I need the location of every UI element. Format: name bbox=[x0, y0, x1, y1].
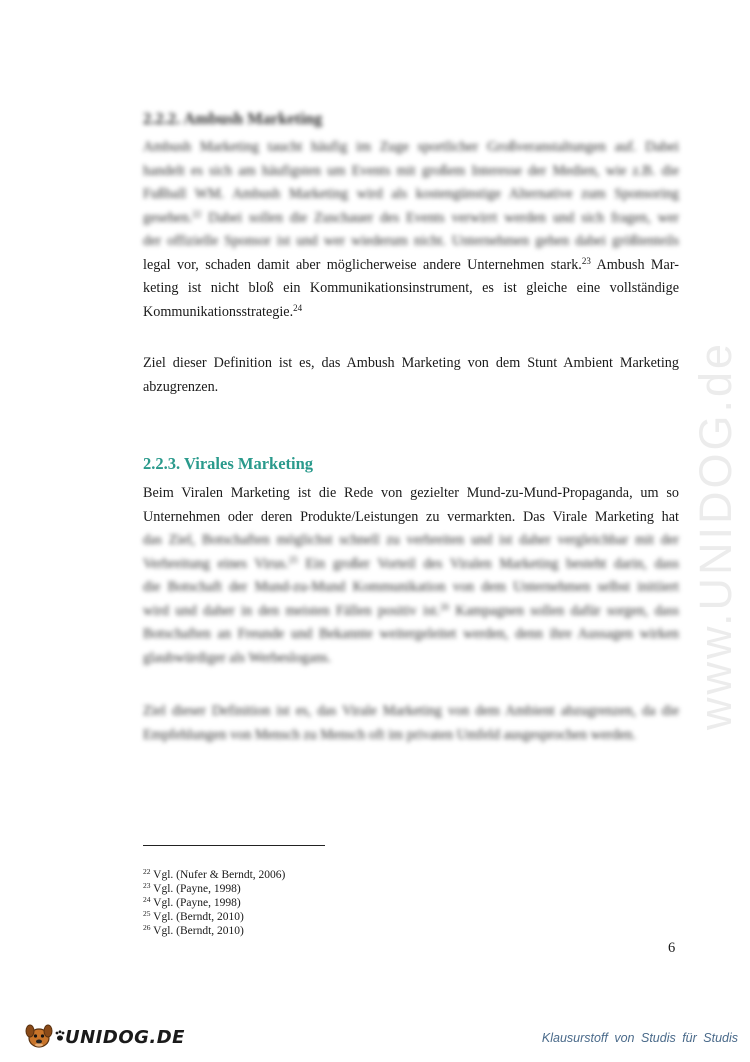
watermark: www.UNIDOG.de bbox=[690, 340, 741, 730]
text-fragment: gesehen. bbox=[143, 209, 193, 226]
text-line: Unternehmen oder deren Produkte/Leistungen zu vermarkten. Das Virale Marketing hat bbox=[143, 508, 679, 525]
text-line bbox=[143, 301, 679, 325]
text-line bbox=[143, 600, 679, 624]
footnote bbox=[143, 896, 285, 910]
text-line: Ziel dieser Definition ist es, das Virale Marketing von dem Ambient abzugrenzen, da die bbox=[143, 703, 679, 719]
text-line bbox=[143, 254, 679, 278]
text-line: abzugrenzen. bbox=[143, 378, 219, 395]
footnote-separator bbox=[143, 845, 325, 846]
footnote-number: 22 bbox=[143, 867, 151, 876]
footnote-ref: 26 bbox=[439, 601, 449, 612]
section-heading-ambush-marketing: 2.2.2. Ambush Marketing bbox=[143, 109, 323, 128]
footnote-text: Vgl. (Berndt, 2010) bbox=[150, 925, 244, 937]
text-line: handelt es sich am häufigsten um Events mit großem Interesse der Medien, wie z.B. die bbox=[143, 162, 679, 179]
text-fragment: Kommunikationsstrategie. bbox=[143, 303, 294, 320]
footnote-number: 25 bbox=[143, 909, 151, 918]
text-line: der offizielle Sponsor ist und wer wiederum nicht. Unternehmen gehen dabei größtenteils bbox=[143, 233, 679, 249]
text-line: Botschaften an Freunde und Bekannte weitergeleitet werden, denn ihre Aussagen wirken bbox=[143, 626, 679, 642]
footnote bbox=[143, 924, 285, 938]
unidog-logo[interactable] bbox=[24, 1020, 185, 1055]
text-fragment: Kampagnen sollen dafür sorgen, dass bbox=[448, 602, 680, 619]
footnote-ref: 25 bbox=[288, 554, 298, 565]
text-fragment: wird und daher in den meisten Fällen positiv ist. bbox=[143, 602, 440, 619]
text-fragment: Ambush Mar- bbox=[590, 256, 679, 273]
text-fragment: Verbreitung eines Virus. bbox=[143, 555, 289, 572]
text-line: Ziel dieser Definition ist es, das Ambush Marketing von dem Stunt Ambient Marketing bbox=[143, 355, 679, 371]
text-line: glaubwürdiger als Werbeslogans. bbox=[143, 649, 332, 666]
footnotes bbox=[143, 868, 285, 938]
section-body-ambush-marketing bbox=[143, 136, 679, 324]
footnote-ref: 23 bbox=[581, 255, 591, 266]
footnote bbox=[143, 910, 285, 924]
footnote-text: Vgl. (Berndt, 2010) bbox=[150, 911, 244, 923]
text-line bbox=[143, 553, 679, 577]
text-line: die Botschaft der Mund-zu-Mund Kommunikation von dem Unternehmen selbst initiiert bbox=[143, 579, 679, 595]
footnote-number: 26 bbox=[143, 923, 151, 932]
footnote-ref: 22 bbox=[192, 208, 202, 219]
text-line: Empfehlungen von Mensch zu Mensch oft im privaten Umfeld ausgesprochen werden. bbox=[143, 726, 636, 743]
footer-tagline: Klausurstoff von Studis für Studis bbox=[541, 1031, 738, 1045]
text-line bbox=[143, 207, 679, 231]
text-line: keting ist nicht bloß ein Kommunikationsinstrument, es ist gleiche eine vollständige bbox=[143, 280, 679, 296]
paw-icon bbox=[55, 1029, 65, 1047]
paragraph-viral-definition bbox=[143, 700, 679, 747]
logo-text: UNIDOG.DE bbox=[65, 1027, 185, 1048]
text-line: das Ziel, Botschaften möglichst schnell zu verbreiten und ist daher vergleichbar mit der bbox=[143, 532, 679, 548]
text-fragment: Ein großer Vorteil des Viralen Marketing besteht darin, dass bbox=[297, 555, 679, 572]
footnote-text: Vgl. (Nufer & Berndt, 2006) bbox=[150, 869, 286, 881]
text-fragment: legal vor, schaden damit aber möglicherweise andere Unternehmen stark. bbox=[143, 256, 582, 273]
footnote-number: 24 bbox=[143, 895, 151, 904]
footnote-text: Vgl. (Payne, 1998) bbox=[150, 897, 241, 909]
footnote bbox=[143, 882, 285, 896]
section-heading-virales-marketing: 2.2.3. Virales Marketing bbox=[143, 454, 314, 473]
text-line: Ambush Marketing taucht häufig im Zuge sportlicher Großveranstaltungen auf. Dabei bbox=[143, 139, 679, 155]
footnote-number: 23 bbox=[143, 881, 151, 890]
section-body-virales-marketing bbox=[143, 482, 679, 670]
page-number: 6 bbox=[668, 940, 676, 956]
text-fragment: Dabei sollen die Zuschauer des Events verwirrt werden und sich fragen, wer bbox=[201, 209, 679, 226]
dog-icon bbox=[24, 1020, 54, 1055]
text-line: Fußball WM. Ambush Marketing wird als kostengünstige Alternative zum Sponsoring bbox=[143, 186, 679, 202]
footnote-text: Vgl. (Payne, 1998) bbox=[150, 883, 241, 895]
paragraph-ambush-definition bbox=[143, 352, 679, 399]
footnote-ref: 24 bbox=[293, 302, 303, 313]
text-line: Beim Viralen Marketing ist die Rede von gezielter Mund-zu-Mund-Propaganda, um so bbox=[143, 485, 679, 501]
footnote bbox=[143, 868, 285, 882]
